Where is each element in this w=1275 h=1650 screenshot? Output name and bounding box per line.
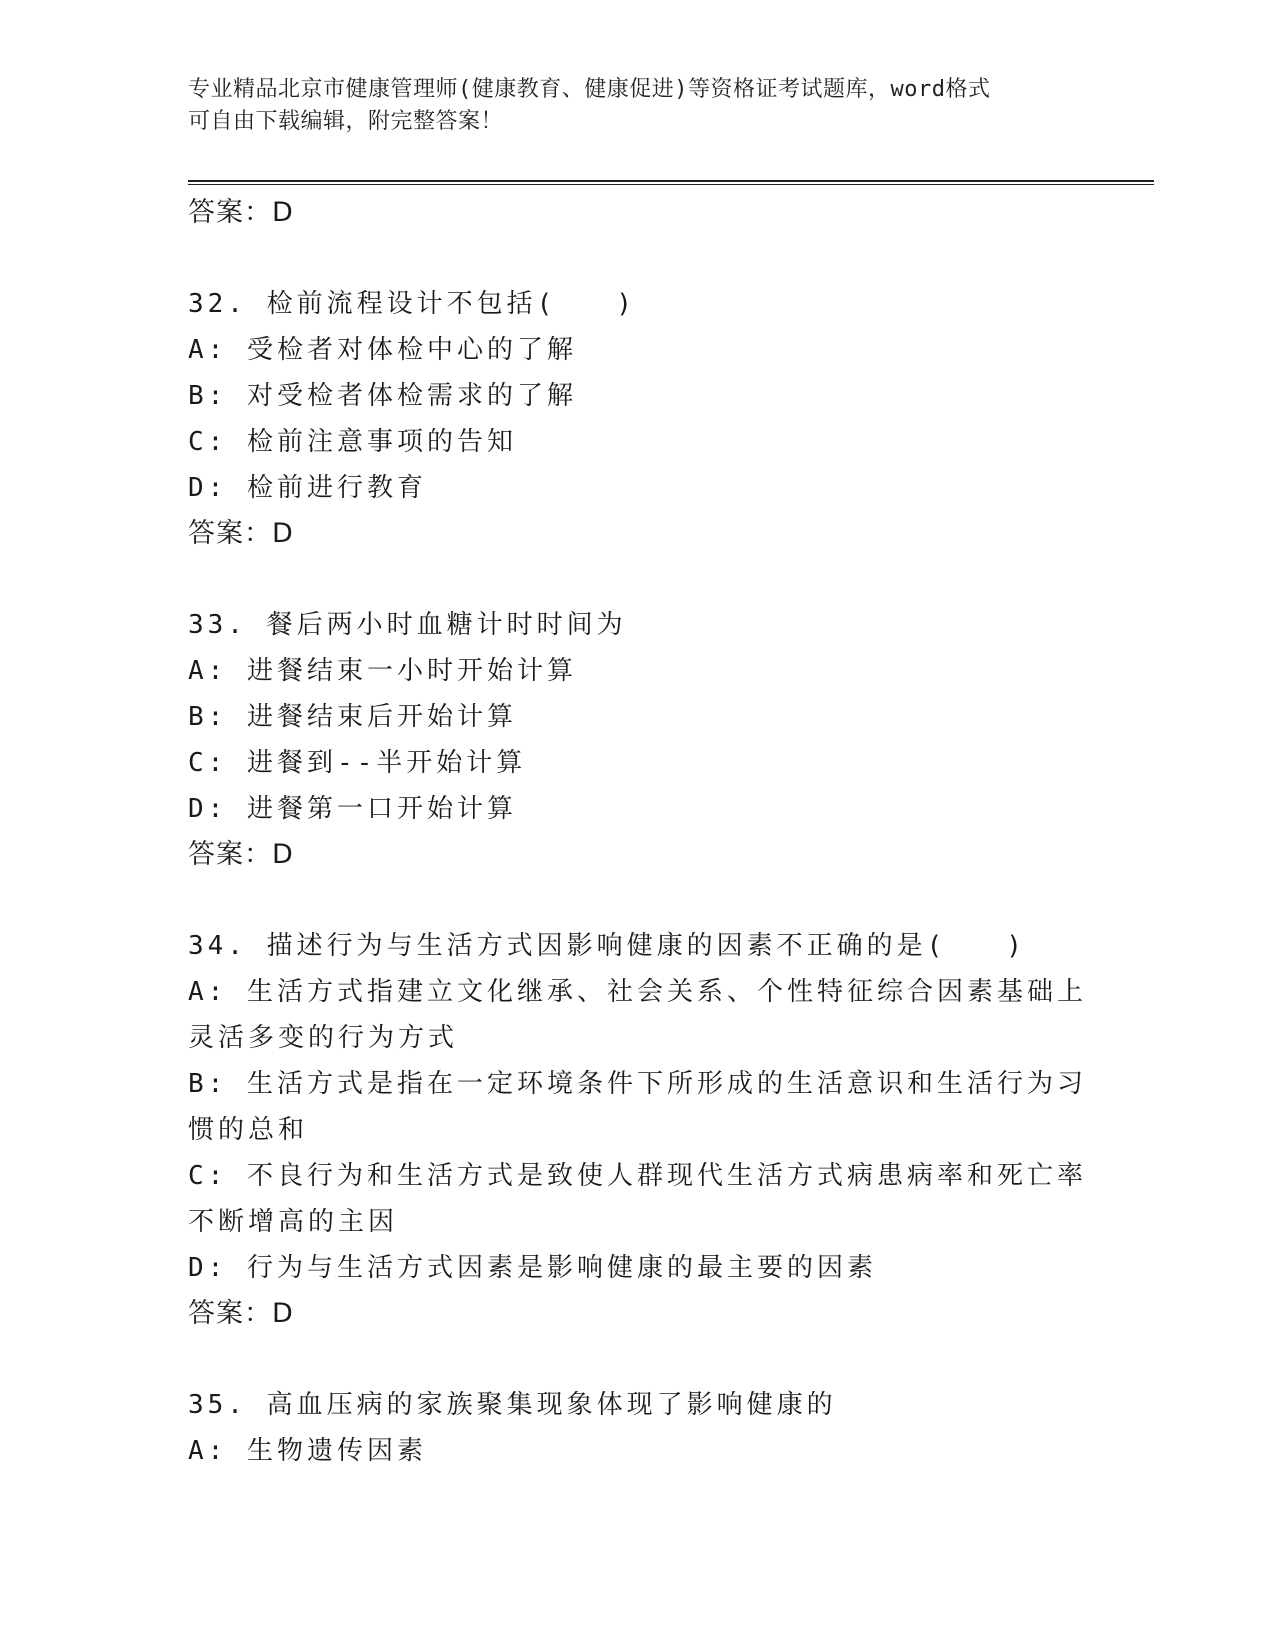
option-c: C: 检前注意事项的告知: [188, 427, 517, 457]
option-c: C: 不良行为和生活方式是致使人群现代生活方式病患病率和死亡率不断增高的主因: [188, 1161, 1087, 1237]
question-stem: 32. 检前流程设计不包括( ): [188, 289, 636, 319]
page-header: [188, 74, 1068, 138]
option-c: C: 进餐到--半开始计算: [188, 748, 527, 778]
answer-line: 答案：D: [188, 518, 294, 549]
option-d: D: 检前进行教育: [188, 473, 427, 503]
option-b: B: 进餐结束后开始计算: [188, 702, 517, 732]
option-d: D: 进餐第一口开始计算: [188, 794, 517, 824]
answer-line: 答案：D: [188, 839, 294, 870]
header-line-1: 专业精品北京市健康管理师(健康教育、健康促进)等资格证考试题库，word格式: [188, 77, 991, 102]
question-item: [188, 923, 1088, 1337]
option-a: A: 受检者对体检中心的了解: [188, 335, 577, 365]
question-stem: 34. 描述行为与生活方式因影响健康的因素不正确的是( ): [188, 931, 1026, 961]
option-a: A: 进餐结束一小时开始计算: [188, 656, 577, 686]
option-d: D: 行为与生活方式因素是影响健康的最主要的因素: [188, 1253, 877, 1283]
question-stem: 35. 高血压病的家族聚集现象体现了影响健康的: [188, 1390, 837, 1420]
answer-line: 答案：D: [188, 1298, 294, 1329]
question-item: [188, 281, 1088, 557]
header-line-2: 可自由下载编辑，附完整答案！: [188, 109, 504, 134]
option-b: B: 对受检者体检需求的了解: [188, 381, 577, 411]
option-a: A: 生活方式指建立文化继承、社会关系、个性特征综合因素基础上灵活多变的行为方式: [188, 977, 1087, 1053]
header-divider-thick: [188, 180, 1154, 182]
option-a: A: 生物遗传因素: [188, 1436, 427, 1466]
question-stem: 33. 餐后两小时血糖计时时间为: [188, 610, 627, 640]
question-list: [188, 190, 1088, 1474]
option-b: B: 生活方式是指在一定环境条件下所形成的生活意识和生活行为习惯的总和: [188, 1069, 1087, 1145]
question-item: [188, 602, 1088, 878]
question-item: [188, 1382, 1088, 1474]
answer-line: 答案：D: [188, 197, 294, 228]
header-divider-thin: [188, 184, 1154, 185]
